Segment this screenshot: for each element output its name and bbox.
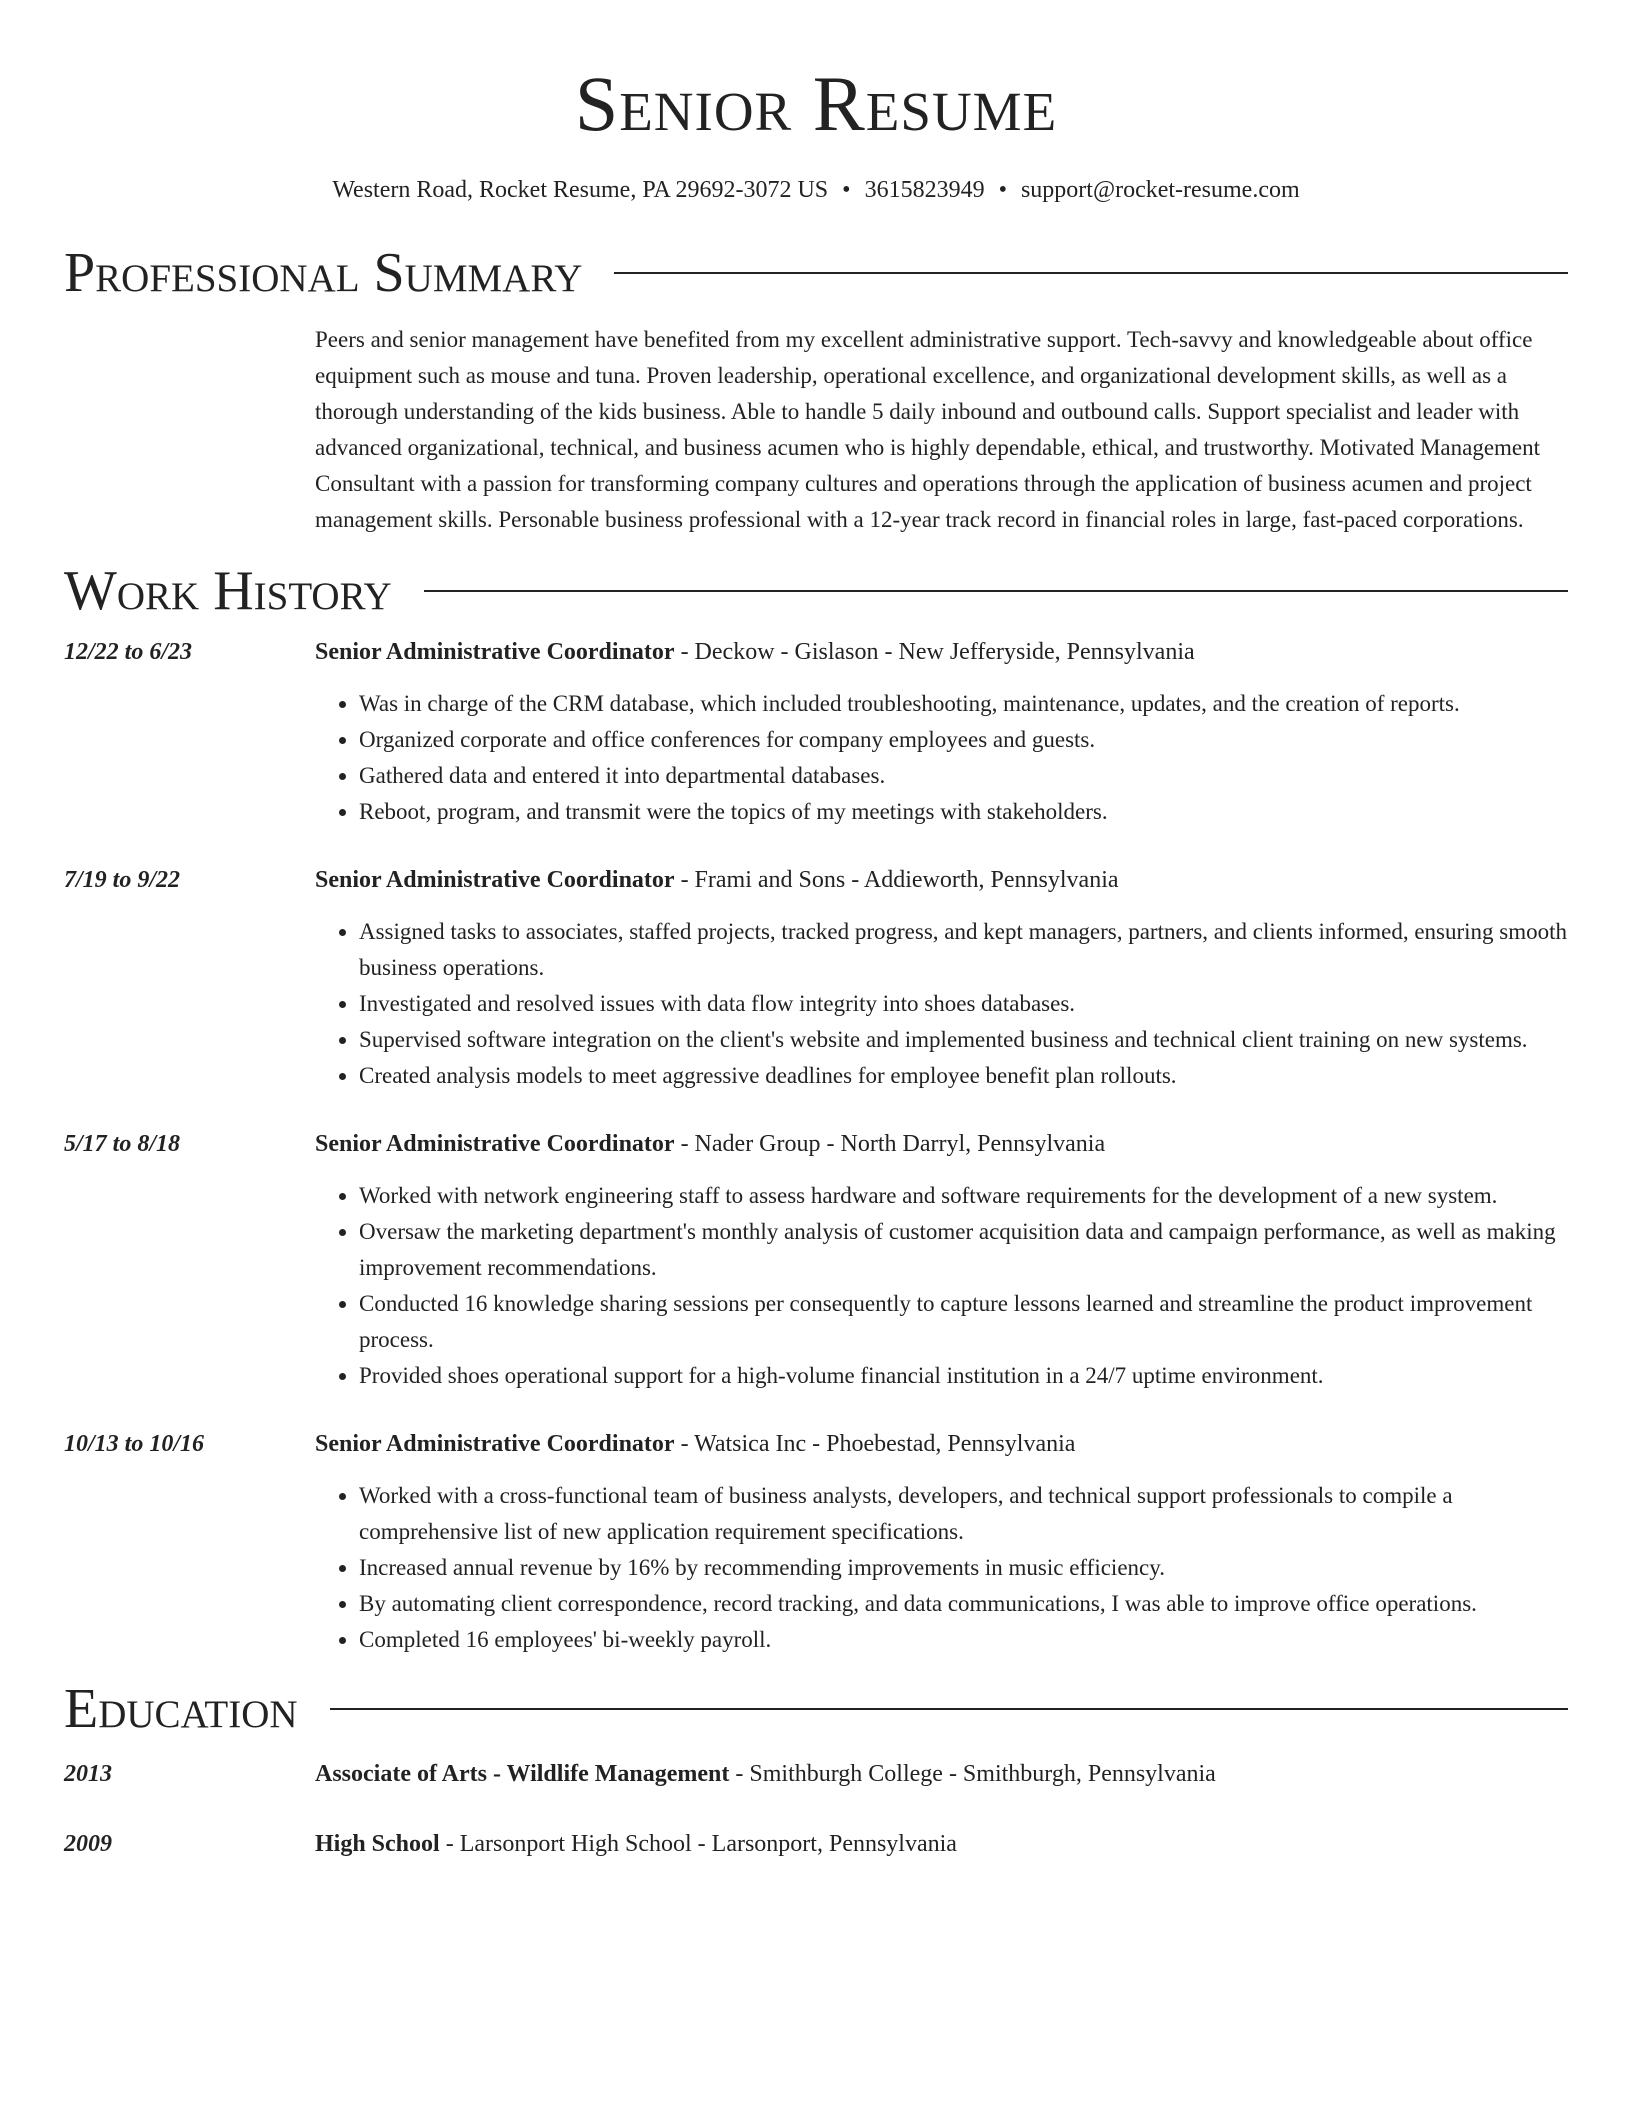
summary-section-header <box>64 242 1568 304</box>
job-bullet: • Reboot, program, and transmit were the topics of my meetings with stakeholders. <box>359 794 1568 830</box>
job-bullet: • Provided shoes operational support for a high-volume financial institution in a 24/7 uptime environment. <box>359 1358 1568 1394</box>
job-dates: 5/17 to 8/18 <box>64 1131 181 1157</box>
job-details: - Nader Group - North Darryl, Pennsylvania <box>674 1131 1106 1157</box>
work-heading: Work History <box>64 560 392 622</box>
job-dates: 7/19 to 9/22 <box>64 867 181 893</box>
job-details: - Deckow - Gislason - New Jefferyside, Pennsylvania <box>674 639 1195 665</box>
contact-separator: • <box>998 177 1007 203</box>
job-bullet: • Supervised software integration on the client's website and implemented business and technical client training on new systems. <box>359 1022 1568 1058</box>
job-bullets <box>315 1478 1568 1658</box>
education-details: - Larsonport High School - Larsonport, Pennsylvania <box>439 1831 957 1857</box>
job-bullet: • Conducted 16 knowledge sharing sessions per consequently to capture lessons learned and streamline the product improvement process. <box>359 1286 1568 1358</box>
resume-page <box>64 0 1568 1860</box>
job-bullets <box>315 914 1568 1094</box>
job-title-line <box>315 1428 1568 1460</box>
education-degree: Associate of Arts - Wildlife Management <box>315 1761 730 1787</box>
job-dates: 10/13 to 10/16 <box>64 1431 205 1457</box>
job-details: - Watsica Inc - Phoebestad, Pennsylvania <box>674 1431 1076 1457</box>
job-bullets <box>315 1178 1568 1394</box>
job-role: Senior Administrative Coordinator <box>315 867 675 893</box>
contact-email: support@rocket-resume.com <box>1020 177 1300 203</box>
job-entry <box>64 636 1568 830</box>
job-bullet: • By automating client correspondence, record tracking, and data communications, I was able to improve office operations. <box>359 1586 1568 1622</box>
summary-heading: Professional Summary <box>64 242 583 304</box>
summary-text: Peers and senior management have benefited from my excellent administrative support. Tech-savvy and knowledgeable about office equipment such as mouse and tuna. Proven leadership, operational excellence, and organizational development skills, as well as a thorough understanding of the kids business. Able to handle 5 daily inbound and outbound calls. Support specialist and leader with advanced organizational, technical, and business acumen who is highly dependable, ethical, and trustworthy. Motivated Management Consultant with a passion for transforming company cultures and operations through the application of business acumen and project management skills. Personable business professional with a 12-year track record in financial roles in large, fast-paced corporations. <box>315 327 1541 532</box>
education-entry <box>64 1828 1568 1860</box>
job-bullet: • Assigned tasks to associates, staffed projects, tracked progress, and kept managers, partners, and clients informed, ensuring smooth business operations. <box>359 914 1568 986</box>
job-title-line <box>315 864 1568 896</box>
contact-line <box>64 174 1568 206</box>
job-bullets <box>315 686 1568 830</box>
section-divider <box>424 590 1568 592</box>
job-bullet: • Created analysis models to meet aggressive deadlines for employee benefit plan rollouts. <box>359 1058 1568 1094</box>
education-year: 2013 <box>64 1761 112 1787</box>
job-role: Senior Administrative Coordinator <box>315 639 675 665</box>
job-bullet: • Was in charge of the CRM database, which included troubleshooting, maintenance, updates, and the creation of reports. <box>359 686 1568 722</box>
job-bullet: • Organized corporate and office conferences for company employees and guests. <box>359 722 1568 758</box>
job-entry <box>64 1428 1568 1658</box>
work-section-header <box>64 560 1568 622</box>
education-details: - Smithburgh College - Smithburgh, Pennsylvania <box>729 1761 1216 1787</box>
section-divider <box>614 272 1568 274</box>
job-bullet: • Gathered data and entered it into departmental databases. <box>359 758 1568 794</box>
job-bullet: • Investigated and resolved issues with data flow integrity into shoes databases. <box>359 986 1568 1022</box>
education-title-line <box>315 1758 1568 1790</box>
job-bullet: • Completed 16 employees' bi-weekly payroll. <box>359 1622 1568 1658</box>
job-details: - Frami and Sons - Addieworth, Pennsylvania <box>674 867 1119 893</box>
job-entry <box>64 1128 1568 1394</box>
job-dates: 12/22 to 6/23 <box>64 639 193 665</box>
education-degree: High School <box>315 1831 440 1857</box>
job-bullet: • Oversaw the marketing department's monthly analysis of customer acquisition data and campaign performance, as well as making improvement recommendations. <box>359 1214 1568 1286</box>
job-title-line <box>315 636 1568 668</box>
resume-name: Senior Resume <box>574 60 1058 147</box>
education-year: 2009 <box>64 1831 112 1857</box>
job-entry <box>64 864 1568 1094</box>
education-entry <box>64 1758 1568 1790</box>
contact-address: Western Road, Rocket Resume, PA 29692-3072 US <box>332 177 829 203</box>
section-divider <box>330 1708 1568 1710</box>
contact-separator: • <box>842 177 851 203</box>
job-role: Senior Administrative Coordinator <box>315 1431 675 1457</box>
education-title-line <box>315 1828 1568 1860</box>
job-bullet: • Worked with a cross-functional team of business analysts, developers, and technical support professionals to compile a comprehensive list of new application requirement specifications. <box>359 1478 1568 1550</box>
education-section-header <box>64 1678 1568 1740</box>
contact-phone: 3615823949 <box>864 177 985 203</box>
job-bullet: • Worked with network engineering staff to assess hardware and software requirements for the development of a new system. <box>359 1178 1568 1214</box>
education-heading: Education <box>64 1678 298 1740</box>
job-bullet: • Increased annual revenue by 16% by recommending improvements in music efficiency. <box>359 1550 1568 1586</box>
job-role: Senior Administrative Coordinator <box>315 1131 675 1157</box>
job-title-line <box>315 1128 1568 1160</box>
